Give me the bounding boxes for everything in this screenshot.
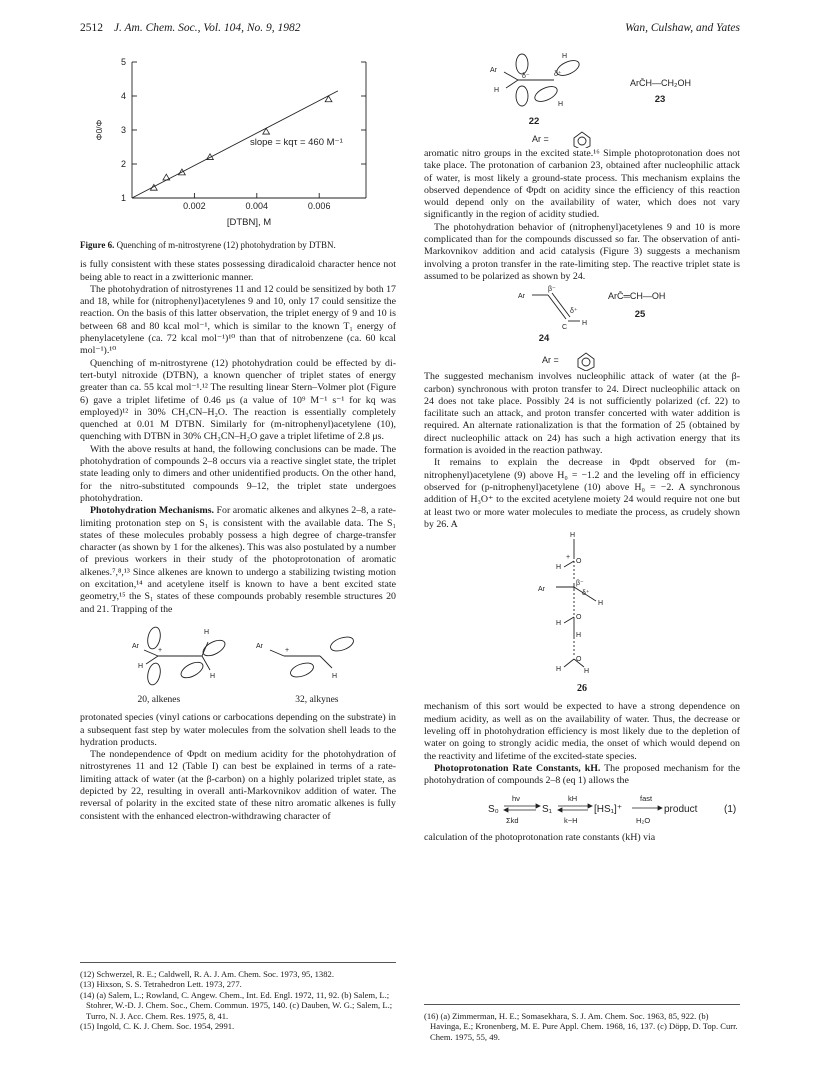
paragraph: Photohydration Mechanisms. For aromatic alkenes and alkynes 2–8, a rate-limiting protonation step on S₁ is consistent with the available data. The S₁ states of these molecules probably possess a high degree of charge-transfer character (as shown by 1 for the alkenes). This was also postulated by a number of previous workers in their study of the photoprotonation of aromatic alkenes.⁷,⁸,¹³ Since alkenes are known to undergo a stabilizing twisting motion on excitation,¹⁴ and acetylene itself is known to have a bent excited state geometry,¹⁵ the S₁ states of these compounds probably resemble structures 20 and 21. Trapping of the: [80, 505, 397, 615]
svg-text:kH: kH: [568, 793, 578, 803]
x-tick-label: 0.006: [307, 201, 331, 211]
y-tick-label: 1: [120, 193, 126, 203]
plot-frame: [132, 62, 366, 198]
footnote: (14) (a) Salem, L.; Rowland, C. Angew. Chem., Int. Ed. Engl. 1972, 11, 92. (b) Salem, L.; Stohrer, W.-D. J. Chem. Soc., Chem. Commun. 1975, 140. (c) Dauben, W. G.; Salem, L.; Turro, N. J. Acc. Chem. Res. 1975, 8, 41.: [80, 989, 393, 1021]
formula-25: ArC̄═CH—OH: [608, 291, 666, 302]
paragraph: mechanism of this sort would be expected to have a strong dependence on medium acidity, as well as on the availability of water. Thus, the decrease or leveling off in photohydration efficiency is most likely due to the depletion of water on going to strongly acidic media, the onset of which would depend on the reactivity and lifetime of the excited-state species.: [424, 701, 740, 762]
svg-text:H: H: [556, 620, 562, 628]
paragraph: aromatic nitro groups in the excited state.¹⁶ Simple photoprotonation does not take place. The protonation of carbanion 23, obtained after nucleophilic attack of water, is most likely a ground-state process. This mechanism explains the observed dependence of Φpdt on acidity since the efficiency of this reaction would depend only on the availability of water, which does not vary significantly in the region of acidity studied.: [424, 148, 740, 221]
svg-text:β⁻: β⁻: [576, 580, 584, 588]
structure-32-drawing: [270, 634, 355, 679]
svg-text:δ⁺: δ⁺: [554, 71, 562, 78]
svg-text:Ar: Ar: [538, 586, 545, 594]
svg-text:H₂O: H₂O: [636, 815, 651, 825]
svg-text:O: O: [576, 558, 582, 566]
svg-text:H: H: [558, 101, 564, 108]
y-tick-label: 3: [120, 125, 126, 135]
svg-text:δ⁺: δ⁺: [570, 308, 578, 316]
svg-text:Ar: Ar: [256, 642, 263, 650]
svg-text:H: H: [576, 632, 582, 640]
equation-1: [424, 788, 740, 828]
svg-text:S₀: S₀: [488, 803, 499, 815]
paragraph: Quenching of m-nitrostyrene (12) photohydration could be effected by di-tert-butyl nitroxide (DTBN), a known quencher of triplet states of energy greater than ca. 55 kcal mol⁻¹.¹² The resulting linear Stern–Volmer plot (Figure 6) gave a triplet lifetime of 0.46 μs (a value of 10⁹ M⁻¹ s⁻¹ for kq was employed)¹² in 30% CH₃CN–H₂O. The reaction is essentially completely quenched at 0.01 M DTBN. Similarly for (m-nitrophenyl)acetylene (10), quenching with DTBN in 30% CH₃CN–H₂O gave a triplet lifetime of 2.8 μs.: [80, 357, 396, 443]
paragraph: It remains to explain the decrease in Φpdt observed for (m-nitrophenyl)acetylene (9) above H₀ = −1.2 and the leveling off in efficiency observed for (p-nitrophenyl)acetylene (10) above H₀ = −2. A synchronous addition of H₃O⁺ to the excited acetylene moiety 24 would require not one but at least two or more water molecules to mediate the process, as crudely shown by 26. A: [424, 457, 740, 530]
running-header: [80, 22, 740, 42]
svg-text:H: H: [556, 564, 562, 572]
svg-text:Ar: Ar: [132, 642, 139, 650]
structures-20-32: [80, 616, 396, 694]
svg-text:O: O: [576, 614, 582, 622]
svg-text:δ⁺: δ⁺: [582, 590, 590, 598]
svg-text:+: +: [566, 554, 571, 562]
paragraph: Photoprotonation Rate Constants, kH. The proposed mechanism for the photohydration of compounds 2–8 (eq 1) allows the: [424, 762, 741, 787]
page-number: 2512: [80, 22, 103, 34]
label-22: 22: [528, 116, 540, 127]
figure-6-caption: Figure 6. Quenching of m-nitrostyrene (12) photohydration by DTBN.: [80, 240, 336, 251]
header-authors: Wan, Culshaw, and Yates: [625, 22, 740, 34]
svg-text:H: H: [332, 672, 338, 680]
y-tick-label: 2: [120, 159, 126, 169]
structure-24-drawing: [532, 293, 580, 321]
x-axis-ticks: [183, 193, 330, 211]
y-tick-label: 4: [120, 91, 126, 101]
journal-citation: J. Am. Chem. Soc., Vol. 104, No. 9, 1982: [113, 22, 301, 34]
svg-text:+: +: [285, 646, 290, 654]
y-axis-label: Φ0/Φ: [94, 119, 104, 141]
paragraph: protonated species (vinyl cations or carbocations depending on the substrate) in a subsequent fast step by water molecules from the solvation shell leads to the hydration products.: [80, 712, 396, 748]
svg-text:H: H: [570, 532, 576, 540]
footnote: (12) Schwerzel, R. E.; Caldwell, R. A. J. Am. Chem. Soc. 1973, 95, 1382.: [80, 969, 334, 979]
figure-6-plot: [80, 52, 396, 232]
svg-text:H: H: [598, 600, 604, 608]
svg-text:H: H: [210, 672, 216, 680]
footnotes-left: [80, 962, 396, 1031]
svg-text:C: C: [562, 324, 568, 332]
formula-23: ArC̄H—CH₂OH: [630, 78, 691, 88]
left-column: [80, 52, 396, 823]
ar-definition: Ar =: [532, 134, 549, 144]
svg-text:[HS₁]⁺: [HS₁]⁺: [594, 803, 623, 815]
svg-text:H: H: [584, 668, 590, 676]
svg-text:S₁: S₁: [542, 803, 553, 815]
svg-text:Σkd: Σkd: [506, 815, 519, 825]
nitrophenyl-ring: [574, 132, 590, 148]
svg-text:fast: fast: [640, 793, 653, 803]
svg-text:H: H: [204, 628, 210, 636]
svg-text:Ar: Ar: [490, 67, 497, 74]
svg-text:H: H: [556, 666, 562, 674]
paragraph: The nondependence of Φpdt on medium acidity for the photohydration of nitrostyrenes 11 and 12 (Table I) can best be explained in terms of a rate-limiting attack of water (at the β-carbon) on a highly polarized triplet state, as depicted by 22, resulting in overall anti-Markovnikov addition of water. The reversal of polarity in the excited state of these nitro aromatic alkenes is fully consistent with the enhanced electron-withdrawing character of: [80, 749, 396, 822]
x-axis-label: [DTBN], M: [226, 217, 272, 228]
footnote: (15) Ingold, C. K. J. Chem. Soc. 1954, 2991.: [80, 1021, 235, 1032]
paragraph: The photohydration behavior of (nitrophenyl)acetylenes 9 and 10 is more complicated than for the compounds discussed so far. The observation of anti-Markovnikov addition and acid catalysis (Figure 3) suggests a mechanism involving a proton transfer in the rate-limiting step. The reactive triplet state is assumed to be polarized as shown by 24.: [424, 221, 740, 282]
structures-24-25: [424, 283, 740, 371]
footnotes-right: [424, 1004, 740, 1042]
nitrophenyl-ring-2: [578, 353, 594, 371]
y-axis-ticks: [121, 57, 366, 203]
svg-text:H: H: [582, 320, 588, 328]
section-heading: Photoprotonation Rate Constants, kH.: [434, 762, 601, 774]
svg-text:O: O: [576, 656, 582, 664]
slope-annotation: slope = kqτ = 460 M⁻¹: [250, 137, 343, 148]
x-tick-label: 0.002: [183, 201, 206, 211]
svg-text:β⁻: β⁻: [548, 286, 556, 294]
svg-text:(1): (1): [724, 803, 737, 815]
label-20: 20, alkenes: [137, 694, 181, 705]
svg-text:hν: hν: [512, 793, 520, 803]
label-24: 24: [538, 333, 550, 345]
svg-text:k−H: k−H: [564, 815, 578, 825]
label-25: 25: [634, 309, 646, 321]
svg-text:δ⁻: δ⁻: [522, 73, 530, 80]
svg-text:product: product: [664, 803, 698, 815]
label-26: 26: [577, 683, 587, 695]
section-heading: Photohydration Mechanisms.: [90, 505, 215, 517]
label-23: 23: [654, 94, 666, 105]
ar-definition-2: Ar =: [542, 355, 559, 366]
footnote: (13) Hixson, S. S. Tetrahedron Lett. 1973, 277.: [80, 979, 242, 990]
paragraph: With the above results at hand, the following conclusions can be made. The photohydration of compounds 2–8 occurs via a reactive singlet state, the triplet state leading only to dimers and other unidentified products. On the other hand, for the nitro-substituted compounds 9–12, the triplet state undergoes photohydration.: [80, 443, 396, 504]
paragraph: calculation of the photoprotonation rate constants (kH) via: [424, 831, 656, 843]
footnote: (16) (a) Zimmerman, H. E.; Somasekhara, S. J. Am. Chem. Soc. 1963, 85, 922. (b) Havinga, E.; Kronenberg, M. E. Pure Appl. Chem. 1968, 16, 137. (c) Döpp, D. Top. Curr. Chem. 1975, 55, 49.: [424, 1011, 738, 1042]
label-32: 32, alkynes: [295, 694, 339, 705]
svg-text:H: H: [494, 87, 500, 94]
svg-text:+: +: [158, 646, 163, 654]
paragraph: The suggested mechanism involves nucleophilic attack of water (at the β-carbon) synchronous with proton transfer to 24. Direct nucleophilic attack on 24 does not take place. Possibly 24 is not sufficiently polarized (cf. 22) to facilitate such an attack, and proton transfer concerted with water addition is required. An alternate rationalization is that the formation of 25 (obtained by direct nucleophilic attack on 24) has such a high activation energy that its formation is avoided in the reaction pathway.: [424, 371, 740, 457]
y-tick-label: 5: [120, 57, 126, 67]
right-column: [424, 52, 740, 844]
structure-22-drawing: [504, 54, 581, 106]
svg-text:H: H: [562, 53, 568, 60]
structures-22-23: [424, 52, 740, 148]
svg-text:Ar: Ar: [518, 293, 525, 301]
svg-text:H: H: [138, 662, 144, 670]
x-tick-label: 0.004: [245, 201, 269, 211]
structure-26: [424, 531, 740, 681]
paragraph: The photohydration of nitrostyrenes 11 and 12 could be sensitized by both 17 and 18, while for (nitrophenyl)acetylenes 9 and 10, only 17 could sensitize the reaction. On the basis of this latter observation, the triplet energy of 9 and 10 is between 68 and 80 kcal mol⁻¹, which is similar to the known T₁ energy of phenylacetylene (ca. 72 kcal mol⁻¹)¹⁰ than that of nitrobenzene (ca. 60 kcal mol⁻¹).¹⁰: [80, 283, 396, 357]
paragraph: is fully consistent with these states possessing diradicaloid character hence not being able to react in a zwitterionic manner.: [80, 259, 396, 283]
